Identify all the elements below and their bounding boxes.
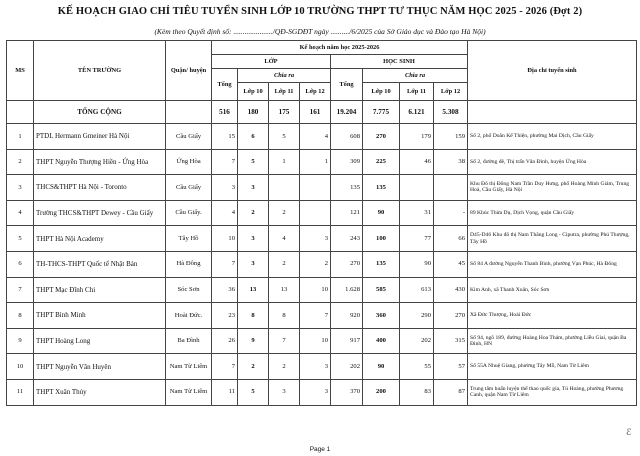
- cell-students-10: 135: [363, 175, 400, 201]
- header-classes-split: Chia ra: [238, 69, 331, 83]
- cell-school-name: THPT Xuân Thủy: [34, 379, 166, 405]
- cell-students-total: 917: [331, 328, 363, 354]
- cell-students-10: 135: [363, 251, 400, 277]
- table-row: [7, 149, 637, 175]
- header-ms: MS: [7, 41, 34, 101]
- cell-classes-11: [269, 175, 300, 201]
- cell-classes-11: 1: [269, 149, 300, 175]
- header-district: Quận/ huyện: [166, 41, 212, 101]
- cell-students-11: 55: [400, 354, 434, 380]
- cell-district: Nam Từ Liêm: [166, 379, 212, 405]
- cell-classes-10: 3: [238, 251, 269, 277]
- cell-classes-total: 7: [212, 251, 238, 277]
- cell-ms: 1: [7, 124, 34, 150]
- cell-classes-12: 3: [300, 226, 331, 252]
- cell-address: Xã Đức Thượng, Hoài Đức: [468, 303, 637, 329]
- cell-district: Hoài Đức.: [166, 303, 212, 329]
- cell-address: D45-D46 Khu đô thị Nam Thăng Long - Ciputra, phường Phú Thượng, Tây Hồ: [468, 226, 637, 252]
- total-label: TỔNG CỘNG: [34, 101, 166, 124]
- cell-students-12: 57: [434, 354, 468, 380]
- cell-students-10: 585: [363, 277, 400, 303]
- page-number: Page 1: [309, 446, 331, 453]
- cell-classes-10: 5: [238, 149, 269, 175]
- cell-students-total: 243: [331, 226, 363, 252]
- cell-classes-12: [300, 175, 331, 201]
- cell-students-total: 270: [331, 251, 363, 277]
- cell-students-10: 200: [363, 379, 400, 405]
- cell-classes-total: 4: [212, 200, 238, 226]
- cell-students-total: 370: [331, 379, 363, 405]
- cell-classes-11: 13: [269, 277, 300, 303]
- document-title: KẾ HOẠCH GIAO CHỈ TIÊU TUYỂN SINH LỚP 10 TRƯỜNG THPT TƯ THỤC NĂM HỌC 2025 - 2026 (Đợt 2): [57, 6, 583, 17]
- total-students-11: 6.121: [400, 101, 434, 124]
- header-students-grade10: Lớp 10: [363, 83, 400, 101]
- cell-classes-12: 10: [300, 277, 331, 303]
- cell-classes-11: 8: [269, 303, 300, 329]
- cell-students-10: 400: [363, 328, 400, 354]
- table-row: [7, 328, 637, 354]
- header-plan: Kế hoạch năm học 2025-2026: [212, 41, 468, 55]
- table-row: [7, 379, 637, 405]
- cell-classes-10: 2: [238, 354, 269, 380]
- cell-classes-10: 3: [238, 175, 269, 201]
- cell-ms: 4: [7, 200, 34, 226]
- cell-students-10: 270: [363, 124, 400, 150]
- cell-classes-11: 7: [269, 328, 300, 354]
- cell-address: 89 Khúc Thừa Dụ, Dịch Vọng, quận Cầu Giấy: [468, 200, 637, 226]
- cell-students-11: 46: [400, 149, 434, 175]
- total-classes-11: 175: [269, 101, 300, 124]
- total-row: [7, 101, 637, 124]
- cell-students-total: 121: [331, 200, 363, 226]
- cell-students-10: 100: [363, 226, 400, 252]
- cell-classes-total: 10: [212, 226, 238, 252]
- cell-district: Tây Hồ: [166, 226, 212, 252]
- cell-students-12: 87: [434, 379, 468, 405]
- header-classes-grade10: Lớp 10: [238, 83, 269, 101]
- cell-classes-total: 3: [212, 175, 238, 201]
- cell-classes-12: 10: [300, 328, 331, 354]
- cell-school-name: TH-THCS-THPT Quốc tế Nhật Bản: [34, 251, 166, 277]
- cell-address: Số 84 A đường Nguyễn Thanh Bình, phường Vạn Phúc, Hà Đông: [468, 251, 637, 277]
- total-students-12: 5.308: [434, 101, 468, 124]
- header-students: HỌC SINH: [331, 55, 468, 69]
- enrollment-plan-table: [6, 40, 637, 406]
- cell-school-name: THPT Hà Nội Academy: [34, 226, 166, 252]
- cell-classes-10: 3: [238, 226, 269, 252]
- cell-district: Ba Đình: [166, 328, 212, 354]
- cell-classes-11: 2: [269, 251, 300, 277]
- cell-students-11: 83: [400, 379, 434, 405]
- cell-address: Số 94, ngõ 189, đường Hoàng Hoa Thám, phường Liễu Giai, quận Ba Đình, HN: [468, 328, 637, 354]
- table-row: [7, 226, 637, 252]
- cell-classes-10: 2: [238, 200, 269, 226]
- cell-classes-12: 2: [300, 251, 331, 277]
- cell-district: Cầu Giấy: [166, 175, 212, 201]
- cell-classes-11: 3: [269, 379, 300, 405]
- cell-district: Hà Đông: [166, 251, 212, 277]
- cell-address: Số 2, phố Doãn Kế Thiện, phường Mai Dịch, Cầu Giấy: [468, 124, 637, 150]
- cell-classes-total: 36: [212, 277, 238, 303]
- cell-school-name: THPT Hoàng Long: [34, 328, 166, 354]
- cell-classes-10: 13: [238, 277, 269, 303]
- cell-students-10: 90: [363, 354, 400, 380]
- cell-classes-12: 1: [300, 149, 331, 175]
- cell-students-total: 309: [331, 149, 363, 175]
- header-students-total: Tổng: [331, 69, 363, 101]
- cell-ms: 3: [7, 175, 34, 201]
- cell-classes-total: 7: [212, 149, 238, 175]
- cell-classes-10: 9: [238, 328, 269, 354]
- cell-students-10: 225: [363, 149, 400, 175]
- header-students-grade12: Lớp 12: [434, 83, 468, 101]
- total-classes: 516: [212, 101, 238, 124]
- cell-students-11: 202: [400, 328, 434, 354]
- cell-students-total: 202: [331, 354, 363, 380]
- cell-classes-11: 5: [269, 124, 300, 150]
- cell-students-12: -: [434, 200, 468, 226]
- cell-ms: 11: [7, 379, 34, 405]
- cell-classes-10: 6: [238, 124, 269, 150]
- cell-address: Số 55A Nhuệ Giang, phường Tây Mỗ, Nam Từ Liêm: [468, 354, 637, 380]
- header-school: TÊN TRƯỜNG: [34, 41, 166, 101]
- total-classes-12: 161: [300, 101, 331, 124]
- cell-district: Nam Từ Liêm: [166, 354, 212, 380]
- cell-ms: 7: [7, 277, 34, 303]
- cell-school-name: THPT Bình Minh: [34, 303, 166, 329]
- cell-students-12: 159: [434, 124, 468, 150]
- cell-ms: 6: [7, 251, 34, 277]
- cell-classes-12: 4: [300, 124, 331, 150]
- cell-students-11: 31: [400, 200, 434, 226]
- cell-classes-total: 26: [212, 328, 238, 354]
- table-row: [7, 303, 637, 329]
- total-students: 19.204: [331, 101, 363, 124]
- header-students-grade11: Lớp 11: [400, 83, 434, 101]
- header-classes-total: Tổng: [212, 69, 238, 101]
- total-classes-10: 180: [238, 101, 269, 124]
- cell-district: Cầu Giấy.: [166, 200, 212, 226]
- header-students-split: Chia ra: [363, 69, 468, 83]
- header-address: Địa chỉ tuyển sinh: [468, 41, 637, 101]
- cell-students-11: 613: [400, 277, 434, 303]
- cell-ms: 2: [7, 149, 34, 175]
- cell-students-total: 608: [331, 124, 363, 150]
- cell-address: Kim Anh, xã Thanh Xuân, Sóc Sơn: [468, 277, 637, 303]
- table-row: [7, 354, 637, 380]
- cell-classes-10: 8: [238, 303, 269, 329]
- cell-classes-10: 5: [238, 379, 269, 405]
- cell-classes-total: 7: [212, 354, 238, 380]
- cell-district: Sóc Sơn: [166, 277, 212, 303]
- cell-ms: 10: [7, 354, 34, 380]
- cell-students-total: 135: [331, 175, 363, 201]
- cell-ms: 8: [7, 303, 34, 329]
- cell-school-name: THPT Mạc Đĩnh Chi: [34, 277, 166, 303]
- cell-district: Ứng Hòa: [166, 149, 212, 175]
- cell-school-name: THPT Nguyễn Văn Huyên: [34, 354, 166, 380]
- cell-classes-12: 3: [300, 354, 331, 380]
- cell-students-11: 77: [400, 226, 434, 252]
- table-row: [7, 124, 637, 150]
- cell-address: Số 2, đường đê, Thị trấn Vân Đình, huyện Ứng Hòa: [468, 149, 637, 175]
- school-rows: [7, 124, 637, 406]
- cell-classes-total: 11: [212, 379, 238, 405]
- cell-address: Khu Đô thị Đông Nam Trần Duy Hưng, phố Hoàng Minh Giám, Trung Hoà, Cầu Giấy, Hà Nội: [468, 175, 637, 201]
- cell-school-name: Trường THCS&THPT Dewey - Cầu Giấy: [34, 200, 166, 226]
- cell-students-11: 179: [400, 124, 434, 150]
- cell-students-12: 66: [434, 226, 468, 252]
- cell-classes-11: 4: [269, 226, 300, 252]
- cell-students-11: [400, 175, 434, 201]
- cell-classes-12: 3: [300, 379, 331, 405]
- cell-students-12: [434, 175, 468, 201]
- cell-students-12: 270: [434, 303, 468, 329]
- header-classes: LỚP: [212, 55, 331, 69]
- document-subtitle: (Kèm theo Quyết định số: ...................../QĐ-SGDĐT ngày ........../6/2025 của Sở Giáo dục và Đào tạo Hà Nội): [154, 27, 486, 36]
- cell-ms: 9: [7, 328, 34, 354]
- handwritten-mark: ℰ: [626, 428, 632, 438]
- cell-ms: 5: [7, 226, 34, 252]
- cell-students-total: 920: [331, 303, 363, 329]
- header-classes-grade11: Lớp 11: [269, 83, 300, 101]
- cell-students-10: 360: [363, 303, 400, 329]
- table-row: [7, 175, 637, 201]
- cell-classes-11: 2: [269, 354, 300, 380]
- cell-students-total: 1.628: [331, 277, 363, 303]
- cell-school-name: THPT Nguyễn Thượng Hiền - Ứng Hòa: [34, 149, 166, 175]
- cell-classes-11: 2: [269, 200, 300, 226]
- cell-school-name: PTDL Hermann Gmeiner Hà Nội: [34, 124, 166, 150]
- table-row: [7, 277, 637, 303]
- table-row: [7, 200, 637, 226]
- cell-students-11: 90: [400, 251, 434, 277]
- cell-district: Cầu Giấy: [166, 124, 212, 150]
- total-students-10: 7.775: [363, 101, 400, 124]
- cell-students-12: 430: [434, 277, 468, 303]
- cell-school-name: THCS&THPT Hà Nội - Toronto: [34, 175, 166, 201]
- cell-students-12: 315: [434, 328, 468, 354]
- cell-students-12: 45: [434, 251, 468, 277]
- cell-classes-total: 23: [212, 303, 238, 329]
- cell-students-12: 38: [434, 149, 468, 175]
- table-row: [7, 251, 637, 277]
- header-classes-grade12: Lớp 12: [300, 83, 331, 101]
- cell-address: Trung tâm huấn luyện thể thao quốc gia, Tú Hoàng, phường Phương Canh, quận Nam Từ Liêm: [468, 379, 637, 405]
- cell-classes-12: [300, 200, 331, 226]
- cell-students-11: 290: [400, 303, 434, 329]
- cell-classes-total: 15: [212, 124, 238, 150]
- cell-students-10: 90: [363, 200, 400, 226]
- cell-classes-12: 7: [300, 303, 331, 329]
